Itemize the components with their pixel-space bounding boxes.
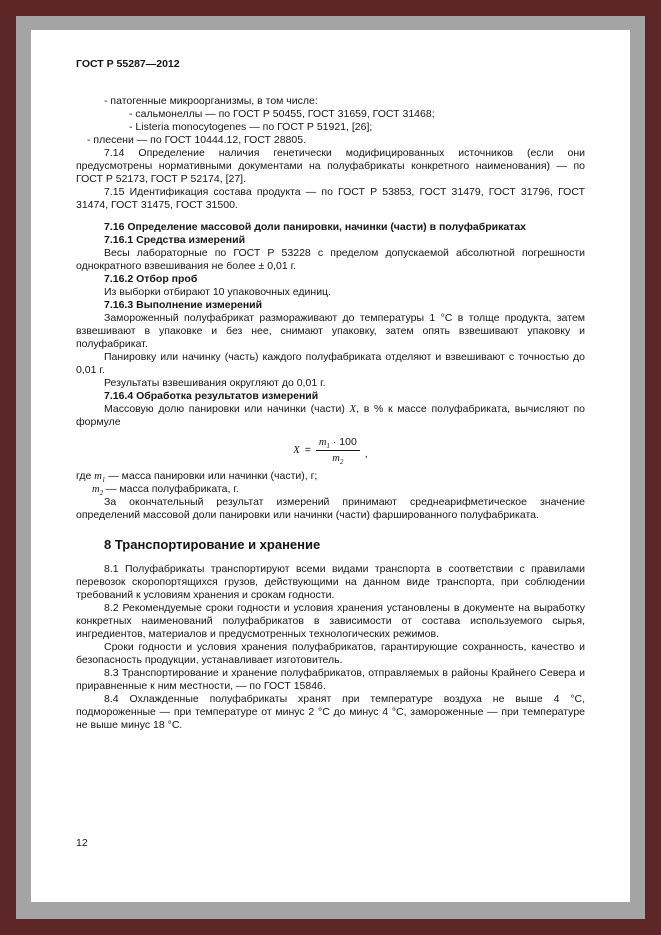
where-var-m2: m [92,484,100,495]
section-heading-8: 8 Транспортирование и хранение [104,537,321,552]
where-var-m1: m [94,471,102,482]
formula-trailing-comma: , [364,448,368,460]
heading-7-16-1: 7.16.1 Средства измерений [104,234,246,246]
formula-equals: = [304,444,311,456]
para-scales: Весы лабораторные по ГОСТ Р 53228 с пределом допускаемой абсолютной погрешности однократного взвешивания не более ± 0,01 г. [76,247,585,272]
heading-7-16: 7.16 Определение массовой доли панировки, начинки (части) в полуфабрикатах [104,221,526,233]
where-line-1: где $m_1$ — масса панировки или начинки (части), г; [76,470,318,485]
mass-fraction-text-b: , в % к массе полуфабриката, вычисляют по формуле [76,403,585,428]
list-item-salmonella: - сальмонеллы — по ГОСТ Р 50455, ГОСТ 31659, ГОСТ 31468; [129,108,435,120]
list-item-pathogens: - патогенные микроорганизмы, в том числе: [104,95,318,107]
para-8-1: 8.1 Полуфабрикаты транспортируют всеми видами транспорта в соответствии с правилами перевозок скоропортящихся грузов, действующими на данном виде транспорта, при соблюдении требований к условиям хранения и срокам годности. [76,563,585,601]
formula [76,436,585,465]
page-margin-background [16,16,645,919]
para-8-4: 8.4 Охлажденные полуфабрикаты хранят при температуре воздуха не выше 4 °С, подмороженные — при температуре от минус 2 °С до минус 4 °С, замороженные — при температуре не выше минус 18 °С. [76,693,585,731]
page-number: 12 [76,837,88,849]
formula-lhs: X [293,445,300,456]
para-frozen: Замороженный полуфабрикат размораживают до температуры 1 °С в толще продукта, затем взвешивают в упаковке и без нее, снимают упаковку, затем опять взвешивают упаковку и полуфабрикат. [76,312,585,350]
fraction-numerator: $m_1 \cdot 100$ [316,436,360,451]
list-item-mold: - плесени — по ГОСТ 10444.12, ГОСТ 28805. [87,134,306,146]
heading-7-16-3: 7.16.3 Выполнение измерений [104,299,263,311]
para-rounding: Результаты взвешивания округляют до 0,01 г. [104,377,326,389]
heading-7-16-4: 7.16.4 Обработка результатов измерений [104,390,319,402]
para-8-2-cont: Сроки годности и условия хранения полуфабрикатов, гарантирующие сохранность, качество и безопасность продукции, устанавливает изготовитель. [76,641,585,666]
mass-fraction-text-a: Массовую долю панировки или начинки (части) [104,403,350,415]
where-line-2: $m_2$ — масса полуфабриката, г. [92,483,239,498]
document-page [31,30,630,902]
para-8-3: 8.3 Транспортирование и хранение полуфабрикатов, отправляемых в районы Крайнего Севера и приравненные к ним местности, — по ГОСТ 15846. [76,667,585,692]
para-final-result: За окончательный результат измерений принимают среднеарифметическое значение определений массовой доли панировки или начинки (части) фаршированного полуфабриката. [76,496,585,521]
fraction-denominator: $m_2$ [332,453,344,467]
para-7-14: 7.14 Определение наличия генетически модифицированных источников (если они предусмотрены нормативными документами на полуфабрикаты конкретного наименования) — по ГОСТ Р 52173, ГОСТ Р 52174, [27]. [76,147,585,185]
para-mass-fraction [76,403,585,429]
doc-header-title: ГОСТ Р 55287—2012 [76,58,180,70]
para-sampling: Из выборки отбирают 10 упаковочных единиц. [104,286,331,298]
fraction [316,436,360,465]
para-8-2: 8.2 Рекомендуемые сроки годности и условия хранения установлены в документе на выработку конкретных наименований полуфабрикатов в зависимости от состава используемого сырья, ингредиентов, материалов и предусмотренных технологических режимов. [76,602,585,640]
para-7-15: 7.15 Идентификация состава продукта — по ГОСТ Р 53853, ГОСТ 31479, ГОСТ 31796, ГОСТ 31474, ГОСТ 31475, ГОСТ 31500. [76,186,585,211]
para-breading: Панировку или начинку (часть) каждого полуфабриката отделяют и взвешивают с точностью до 0,01 г. [76,351,585,376]
formula-var-x: X [349,404,357,415]
heading-7-16-2: 7.16.2 Отбор проб [104,273,198,285]
list-item-listeria: - Listeria monocytogenes — по ГОСТ Р 51921, [26]; [129,121,373,133]
